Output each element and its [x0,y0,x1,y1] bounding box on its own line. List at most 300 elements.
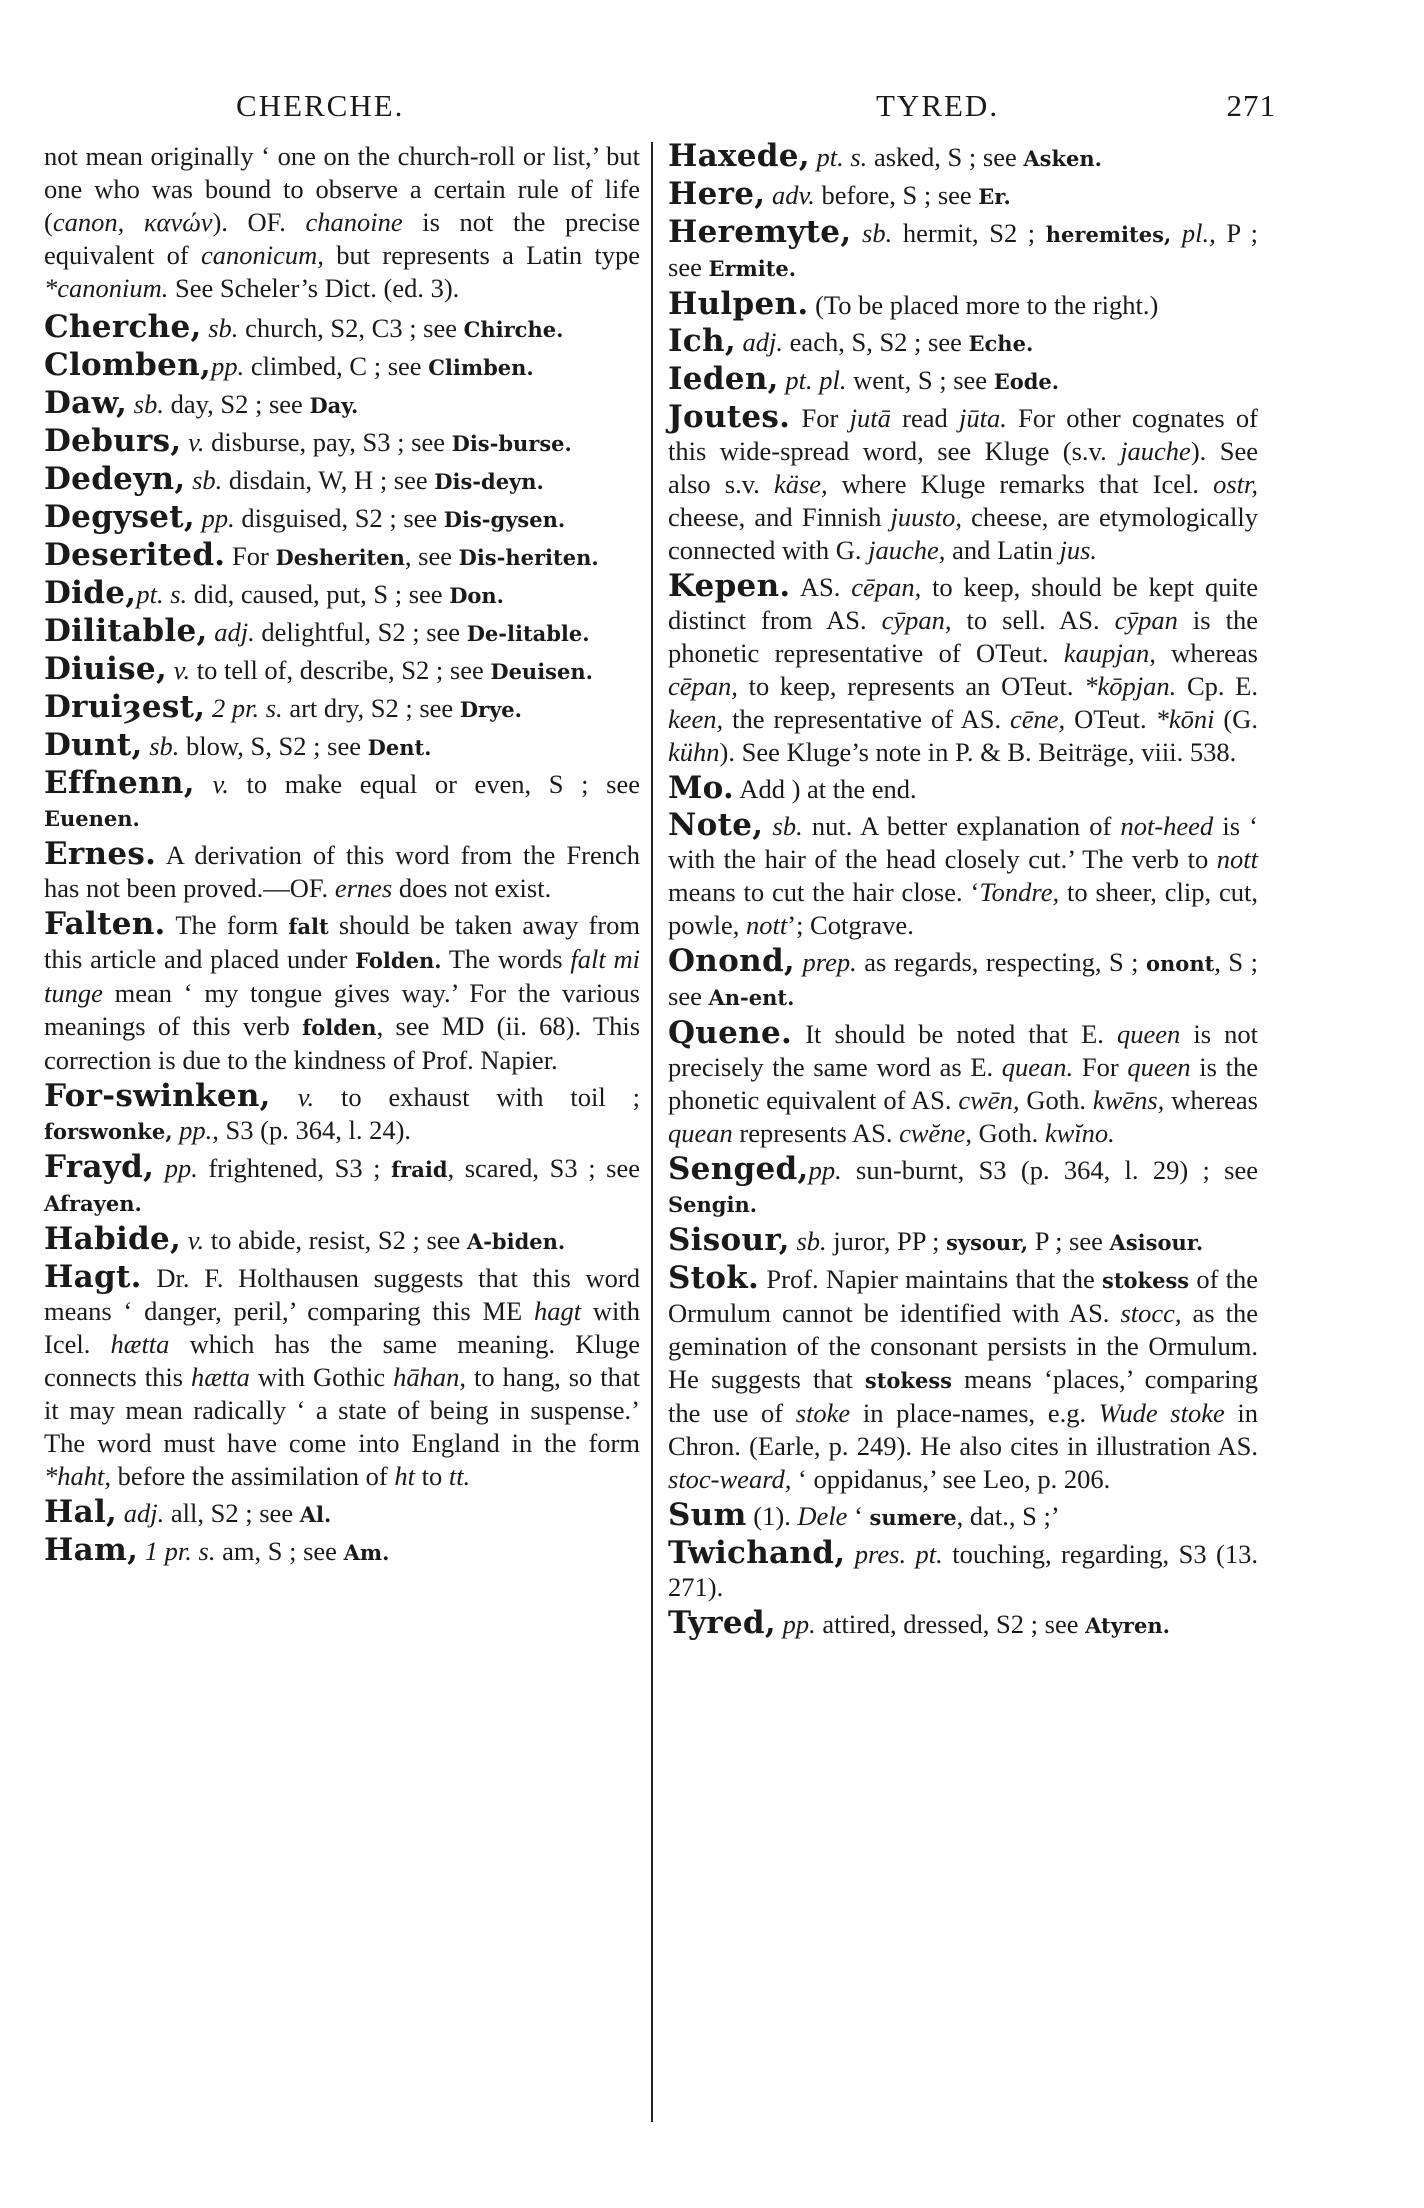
italic-text: nott [746,910,788,940]
entry-text: (To be placed more to the right.) [808,290,1159,320]
italic-text: canonicum, [201,240,324,270]
entry-text: S3 (p. 364, l. 24). [218,1115,412,1145]
entry-text: each, S, S2 ; see [783,327,969,357]
entry-text: means to cut the hair close. ‘ [668,877,980,907]
headword: Mo. [668,770,735,806]
headword: Cherche, [44,309,202,345]
entry-text: day, S2 ; see [163,389,310,419]
dictionary-entry [44,691,640,726]
headword: Deburs, [44,423,182,459]
cross-reference: Dis-gysen. [443,507,566,532]
italic-text: jus. [1059,535,1098,565]
italic-text: not-heed [1120,811,1214,841]
cross-reference: sysour, [946,1230,1029,1255]
entry-text: cheese, and Finnish [668,502,891,532]
italic-text: sb. [862,218,893,248]
cross-reference: Don. [449,583,504,608]
italic-text: ostr, [1213,469,1259,499]
italic-text: kwĭno. [1044,1118,1115,1148]
entry-text: , dat., S ;’ [956,1501,1060,1531]
dictionary-entry [668,1537,1258,1604]
italic-text: pp., [179,1115,219,1145]
italic-text: keen, [668,704,724,734]
entry-text [117,1498,124,1528]
entry-text: to make equal or even, S ; see [228,769,641,799]
cross-reference: Afrayen. [44,1191,142,1216]
dictionary-entry [668,140,1258,175]
italic-text: v. [212,769,229,799]
italic-text: adj. [214,617,255,647]
dictionary-entry [668,570,1258,769]
entry-text: is the phonetic equivalent of AS. [668,1052,1258,1115]
italic-text: falt mi tunge [44,944,641,1008]
headword: Daw, [44,385,128,421]
entry-text: whereas [1155,638,1258,668]
entry-text: to keep, should be kept quite distinct from AS. [668,572,1258,635]
entry-text: to [414,1461,449,1491]
cross-reference: Dis-heriten. [458,545,599,570]
entry-text: disburse, pay, S3 ; see [204,427,452,457]
entry-text: The form [165,910,289,940]
italic-text: sb. [149,731,180,761]
entry-text: attired, dressed, S2 ; see [815,1609,1086,1639]
headword: Ernes. [44,836,157,872]
italic-text: v. [188,427,205,457]
headword: Dilitable, [44,613,208,649]
italic-text: 1 pr. s. [144,1536,216,1566]
headword: Tyred, [668,1605,776,1641]
entry-text: , see MD (ii. 68). This correction is due to the kindness of Prof. Napier. [44,1011,641,1075]
headword: Joutes. [668,399,791,435]
dictionary-entry [44,1223,640,1258]
headword: Ieden, [668,361,779,397]
dictionary-entry [668,288,1258,322]
cross-reference: Asisour. [1109,1230,1204,1255]
italic-text: cēpan, [851,572,922,602]
headword: Twichand, [668,1535,846,1571]
right-column [668,140,1258,1645]
dictionary-entry [668,1017,1258,1150]
entry-text: , scared, S3 ; see [447,1153,640,1183]
entry-text: in place-names, e.g. [850,1398,1099,1428]
entry-text: is the phonetic representative of OTeut. [668,605,1258,668]
italic-text: pp. [808,1155,842,1185]
entry-text: ‘ [847,1501,870,1531]
dictionary-entry [668,1153,1258,1221]
italic-text: cwĕne, [899,1118,972,1148]
header-left-word: CHERCHE. [236,88,405,123]
entry-text: did, caused, put, S ; see [187,579,450,609]
cross-reference: Er. [978,184,1011,209]
dictionary-entry [668,325,1258,360]
italic-text: pt. pl. [785,365,847,395]
entry-text: art dry, S2 ; see [282,693,460,723]
entry-text: For [225,541,276,571]
headword: Onond, [668,943,796,979]
headword: Haxede, [668,138,810,174]
italic-text: queen [1117,1019,1181,1049]
entry-text [181,1225,188,1255]
entry-text: See Scheler’s Dict. (ed. 3). [168,273,460,303]
entry-text [154,1153,165,1183]
left-column [44,140,640,1572]
italic-text: pp. [164,1153,198,1183]
headword: For-swinken, [44,1078,271,1114]
cross-reference: forswonke, [44,1119,173,1144]
cross-reference: stokess [1102,1268,1190,1293]
italic-text: ht [394,1461,415,1491]
headword: Ich, [668,323,736,359]
headword: Dunt, [44,727,143,763]
italic-text: adj. [742,327,784,357]
italic-text: adv. [772,180,815,210]
cross-reference: De-litable. [466,621,590,646]
italic-text: pp. [782,1609,816,1639]
entry-text: Dr. F. Holthausen suggests that this word means ‘ danger, peril,’ comparing this ME [44,1263,640,1326]
italic-text: sb. [796,1226,827,1256]
dictionary-entry [668,1499,1258,1534]
dictionary-entry [668,1262,1258,1496]
entry-text: am, S ; see [215,1536,344,1566]
entry-text: to tell of, describe, S2 ; see [190,655,491,685]
entry-text: to keep, represents an OTeut. [737,671,1085,701]
italic-text: kwēns, [1092,1085,1165,1115]
entry-text: ). See also s.v. [668,436,1259,499]
italic-text: stoke [795,1398,851,1428]
italic-text: käse, [773,469,828,499]
italic-text: canon, κανών [52,207,213,237]
italic-text: pt. s. [816,142,868,172]
entry-text [736,327,743,357]
entry-text [810,142,817,172]
entry-text [138,1536,145,1566]
italic-text: pt. s. [136,579,188,609]
entry-text: For other cognates of this wide-spread word, see Kluge (s.v. [668,403,1258,466]
headword: Habide, [44,1221,182,1257]
dictionary-entry [668,401,1258,567]
entry-text: before, S ; see [814,180,979,210]
entry-text: to sheer, clip, cut, powle, [668,877,1258,940]
cross-reference: Drye. [459,697,522,722]
headword: Senged, [668,1151,809,1187]
italic-text: queen [1127,1052,1191,1082]
entry-text: , see [404,541,459,571]
cross-reference: stokess [864,1368,952,1393]
headword: Effnenn, [44,765,195,801]
dictionary-entry [668,945,1258,1014]
dictionary-entry [44,1080,640,1148]
entry-text: is not precisely the same word as E. [668,1019,1258,1082]
dictionary-entry [44,311,640,346]
dictionary-entry [668,772,1258,806]
entry-text [851,218,862,248]
italic-text: quean [668,1118,733,1148]
entry-text: P ; see [668,218,1259,282]
entry-text: of the Ormulum cannot be identified with AS. [668,1264,1259,1328]
cross-reference: A-biden. [466,1229,566,1254]
dictionary-entry [44,349,640,384]
entry-text: in Chron. (Earle, p. 249). He also cites in illustration AS. [668,1398,1259,1461]
dictionary-entry [668,1607,1258,1642]
italic-text: sb. [192,465,223,495]
entry-text: (1). [746,1501,798,1531]
dictionary-entry [44,501,640,536]
italic-text: Dele [797,1501,848,1531]
italic-text: hagt [533,1296,582,1326]
dictionary-entry [44,577,640,612]
entry-text: blow, S, S2 ; see [179,731,368,761]
cross-reference: An-ent. [708,985,795,1010]
cross-reference: Eode. [993,369,1060,394]
italic-text: jauche [1120,436,1191,466]
entry-text: (G. [1214,704,1258,734]
entry-text: juror, PP ; [826,1226,947,1256]
headword: Kepen. [668,568,791,604]
entry-text [205,693,212,723]
headword: Frayd, [44,1149,155,1185]
italic-text: cȳpan [1114,605,1178,635]
dictionary-entry [668,363,1258,398]
entry-text: disguised, S2 ; see [234,503,444,533]
entry-text: hermit, S2 ; [892,218,1046,248]
entry-text: delightful, S2 ; see [254,617,467,647]
entry-text: whereas [1164,1085,1258,1115]
italic-text: sb. [133,389,164,419]
italic-text: quean. [1001,1052,1074,1082]
dictionary-entry [44,908,640,1077]
italic-text: *haht, [44,1461,111,1491]
entry-text: AS. [790,572,852,602]
entry-text: went, S ; see [846,365,994,395]
italic-text: cēpan, [668,671,738,701]
italic-text: chanoine [305,207,403,237]
cross-reference: Atyren. [1085,1613,1170,1638]
dictionary-entry [44,1496,640,1531]
entry-text: to hang, so that it may mean radically ‘ a state of being in suspense.’ The word must have come into England in the form [44,1362,640,1458]
entry-text: the representative of AS. [723,704,1011,734]
dictionary-entry [44,767,640,835]
dictionary-entry [668,178,1258,213]
dictionary-entry [44,1151,640,1220]
headword: Sisour, [668,1222,790,1258]
entry-text [763,811,772,841]
entry-text [271,1082,298,1112]
entry-text: not mean originally ‘ one on the church-roll or list,’ but one who was bound to observe a certain rule of life ( [44,141,640,237]
page-number: 271 [1226,88,1276,123]
entry-text [795,947,803,977]
italic-text: pl., [1181,218,1216,248]
cross-reference: Dis-deyn. [434,469,544,494]
headword: Druiȝest, [44,689,206,725]
dictionary-entry [44,615,640,650]
cross-reference: Climben. [428,355,534,380]
dictionary-entry [44,539,640,574]
cross-reference: Chirche. [463,317,564,342]
dictionary-entry [668,216,1258,285]
entry-text: where Kluge remarks that Icel. [827,469,1214,499]
cross-reference: Deuisen. [490,659,593,684]
entry-text: to abide, resist, S2 ; see [204,1225,467,1255]
dictionary-entry [44,1261,640,1493]
italic-text: *kōni [1155,704,1215,734]
entry-text: does not exist. [392,873,552,903]
dictionary-entry [44,425,640,460]
headword: Heremyte, [668,214,852,250]
entry-text: sun-burnt, S3 (p. 364, l. 29) ; see [841,1155,1258,1185]
italic-text: stocc, [1120,1298,1182,1328]
cross-reference: Desheriten [275,545,405,570]
headword: Degyset, [44,499,195,535]
column-divider [651,142,653,2122]
entry-text: ). See Kluge’s note in P. & B. Beiträge, viii. 538. [719,737,1237,767]
italic-text: stoc-weard, [668,1464,792,1494]
entry-text: before the assimilation of [111,1461,395,1491]
cross-reference: Asken. [1023,146,1102,171]
entry-text [845,1539,854,1569]
entry-text: is ‘ with the hair of the head closely cut.’ The verb to [668,811,1259,874]
dictionary-entry [44,463,640,498]
italic-text: sb. [772,811,803,841]
italic-text: hætta [190,1362,250,1392]
italic-text: jutā [849,403,891,433]
headword: Dide, [44,575,137,611]
italic-text: prep. [802,947,857,977]
italic-text: cȳpan, [881,605,952,635]
headword: Deserited. [44,537,226,573]
cross-reference: onont [1146,951,1215,976]
dictionary-entry [44,729,640,764]
cross-reference: Dis-burse. [451,431,572,456]
entry-text: For [790,403,850,433]
entry-text [765,180,772,210]
italic-text: pp. [211,351,245,381]
cross-reference: Euenen. [44,806,140,831]
dictionary-entry [44,387,640,422]
italic-text: cwēn, [958,1085,1020,1115]
entry-text: Add ) at the end. [734,774,917,804]
cross-reference: sumere [869,1505,957,1530]
entry-text: as regards, respecting, S ; [856,947,1147,977]
italic-text: adj. [123,1498,165,1528]
italic-text: kaupjan, [1063,638,1156,668]
headword: Hagt. [44,1259,142,1295]
entry-text: ‘ oppidanus,’ see Leo, p. 206. [791,1464,1111,1494]
cross-reference: folden [302,1015,377,1040]
entry-text: should be taken away from this article and placed under [44,910,641,974]
entry-text: For [1073,1052,1128,1082]
dictionary-entry [668,1224,1258,1259]
cross-reference: Eche. [968,331,1034,356]
italic-text: kühn [668,737,720,767]
running-header [46,88,1276,132]
headword: Here, [668,176,766,212]
entry-text: mean ‘ my tongue gives way.’ For the various meanings of this verb [44,978,640,1041]
italic-text: hāhan, [393,1362,466,1392]
entry-text [1171,218,1182,248]
entry-text: touching, regarding, S3 (13. 271). [668,1539,1258,1602]
cross-reference: Day. [309,393,359,418]
italic-text: sb. [208,313,239,343]
entry-text: Goth. [1019,1085,1093,1115]
entry-text: all, S2 ; see [164,1498,300,1528]
italic-text: v. [297,1082,315,1112]
entry-text: cheese, are etymologically connected with G. [668,502,1258,565]
dictionary-entry [44,1534,640,1569]
cross-reference: falt [288,914,329,939]
italic-text: cēne, [1010,704,1066,734]
cross-reference: Sengin. [668,1192,758,1217]
entry-text: , S ; see [668,947,1258,1011]
italic-text: ernes [334,873,393,903]
italic-text: *kōpjan. [1084,671,1177,701]
entry-text: OTeut. [1065,704,1156,734]
dictionary-entry [44,653,640,688]
italic-text: 2 pr. s. [211,693,283,723]
headword: Hulpen. [668,286,809,322]
cross-reference: Ermite. [708,256,797,281]
entry-text: as the gemination of the consonant persists in the Ormulum. He suggests that [668,1298,1258,1394]
entry-text: with Gothic [249,1362,394,1392]
entry-text: to sell. AS. [951,605,1115,635]
entry-text: which has the same meaning. Kluge connects this [44,1329,640,1392]
italic-text: v. [187,1225,205,1255]
entry-text: read [890,403,960,433]
cross-reference: heremites, [1045,222,1172,247]
italic-text: hætta [110,1329,170,1359]
headword: Stok. [668,1260,760,1296]
headword: Clomben, [44,347,212,383]
dictionary-entry [44,140,640,305]
entry-text: asked, S ; see [867,142,1024,172]
italic-text: jauche, [868,535,946,565]
entry-text: ). OF. [212,207,306,237]
cross-reference: Am. [343,1540,390,1565]
italic-text: pp. [201,503,235,533]
headword: Diuise, [44,651,168,687]
entry-text: frightened, S3 ; [197,1153,392,1183]
entry-text: with Icel. [44,1296,640,1359]
italic-text: pres. pt. [854,1539,943,1569]
italic-text: Wude stoke [1098,1398,1225,1428]
entry-text: The words [441,944,571,974]
entry-text: but represents a Latin type [323,240,640,270]
cross-reference: fraid [391,1157,448,1182]
entry-text: A derivation of this word from the French has not been proved.—OF. [44,840,640,903]
entry-text: and Latin [945,535,1060,565]
entry-text: ’; Cotgrave. [787,910,914,940]
headword: Dedeyn, [44,461,186,497]
headword: Note, [668,807,764,843]
cross-reference: Al. [299,1502,332,1527]
entry-text: P ; see [1028,1226,1110,1256]
entry-text: It should be noted that E. [792,1019,1117,1049]
headword: Falten. [44,906,166,942]
headword: Sum [668,1497,747,1533]
italic-text: v. [173,655,191,685]
entry-text: means ‘places,’ comparing the use of [668,1364,1258,1428]
headword: Hal, [44,1494,118,1530]
dictionary-entry [44,838,640,905]
entry-text: nut. A better explanation of [802,811,1121,841]
italic-text: *canonium. [44,273,169,303]
entry-text [167,655,174,685]
headword: Quene. [668,1015,793,1051]
italic-text: juusto, [890,502,962,532]
entry-text: church, S2, C3 ; see [238,313,464,343]
entry-text: Cp. E. [1176,671,1258,701]
italic-text: nott [1216,844,1258,874]
cross-reference: Dent. [367,735,432,760]
